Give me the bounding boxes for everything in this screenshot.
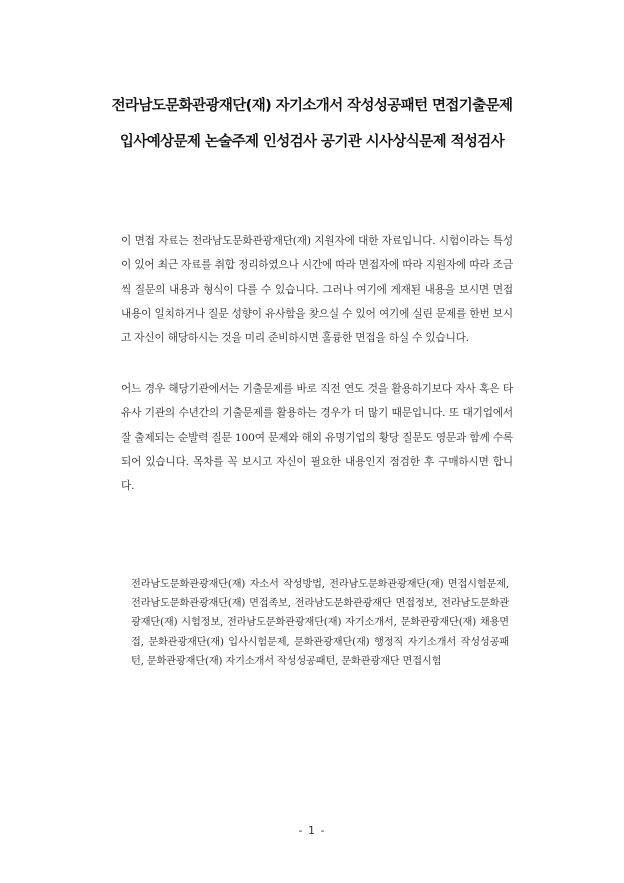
explanation-paragraph: 어느 경우 해당기관에서는 기출문제를 바로 직전 연도 것을 활용하기보다 자사 혹은 타 유사 기관의 수년간의 기출문제를 활용하는 경우가 더 많기 때문입니다. 또 대기업에서 잘 출제되는 순발력 질문 100여 문제와 해외 유명기업의 황당 질문도 영문과 함께 수록되어 있습니다. 목차를 꼭 보시고 자신이 필요한 내용인지 점검한 후 구매하시면 합니다. [121, 383, 513, 493]
page-number: - 1 - [298, 824, 326, 837]
document-title [0, 96, 624, 152]
title-line-1: 전라남도문화관광재단(재) 자기소개서 작성성공패턴 면접기출문제 [111, 98, 513, 114]
title-line-2: 입사예상문제 논술주제 인성검사 공기관 시사상식문제 적성검사 [119, 134, 505, 150]
intro-paragraph: 이 면접 자료는 전라남도문화관광재단(재) 지원자에 대한 자료입니다. 시험이라는 특성이 있어 최근 자료를 취합 정리하였으나 시간에 따라 면접자에 따라 지원자에 따라 조금씩 질문의 내용과 형식이 다를 수 있습니다. 그러나 여기에 게재된 내용을 보시면 면접 내용이 일치하거나 질문 성향이 유사함을 찾으실 수 있어 여기에 실린 문제를 한번 보시고 자신이 해당하시는 것을 미리 준비하시면 훌륭한 면접을 하실 수 있습니다. [121, 235, 513, 345]
keyword-list: 전라남도문화관광재단(재) 자소서 작성방법, 전라남도문화관광재단(재) 면접시험문제, 전라남도문화관광재단(재) 면접족보, 전라남도문화관광재단 면접정보, 전라남도문화관광재단(재) 시험정보, 전라남도문화관광재단(재) 자기소개서, 문화관광재단(재) 채용면접, 문화관광재단(재) 입사시험문제, 문화관광재단(재) 행정직 자기소개서 작성성공패턴, 문화관광재단(재) 자기소개서 작성성공패턴, 문화관광재단 면접시험 [131, 579, 509, 667]
